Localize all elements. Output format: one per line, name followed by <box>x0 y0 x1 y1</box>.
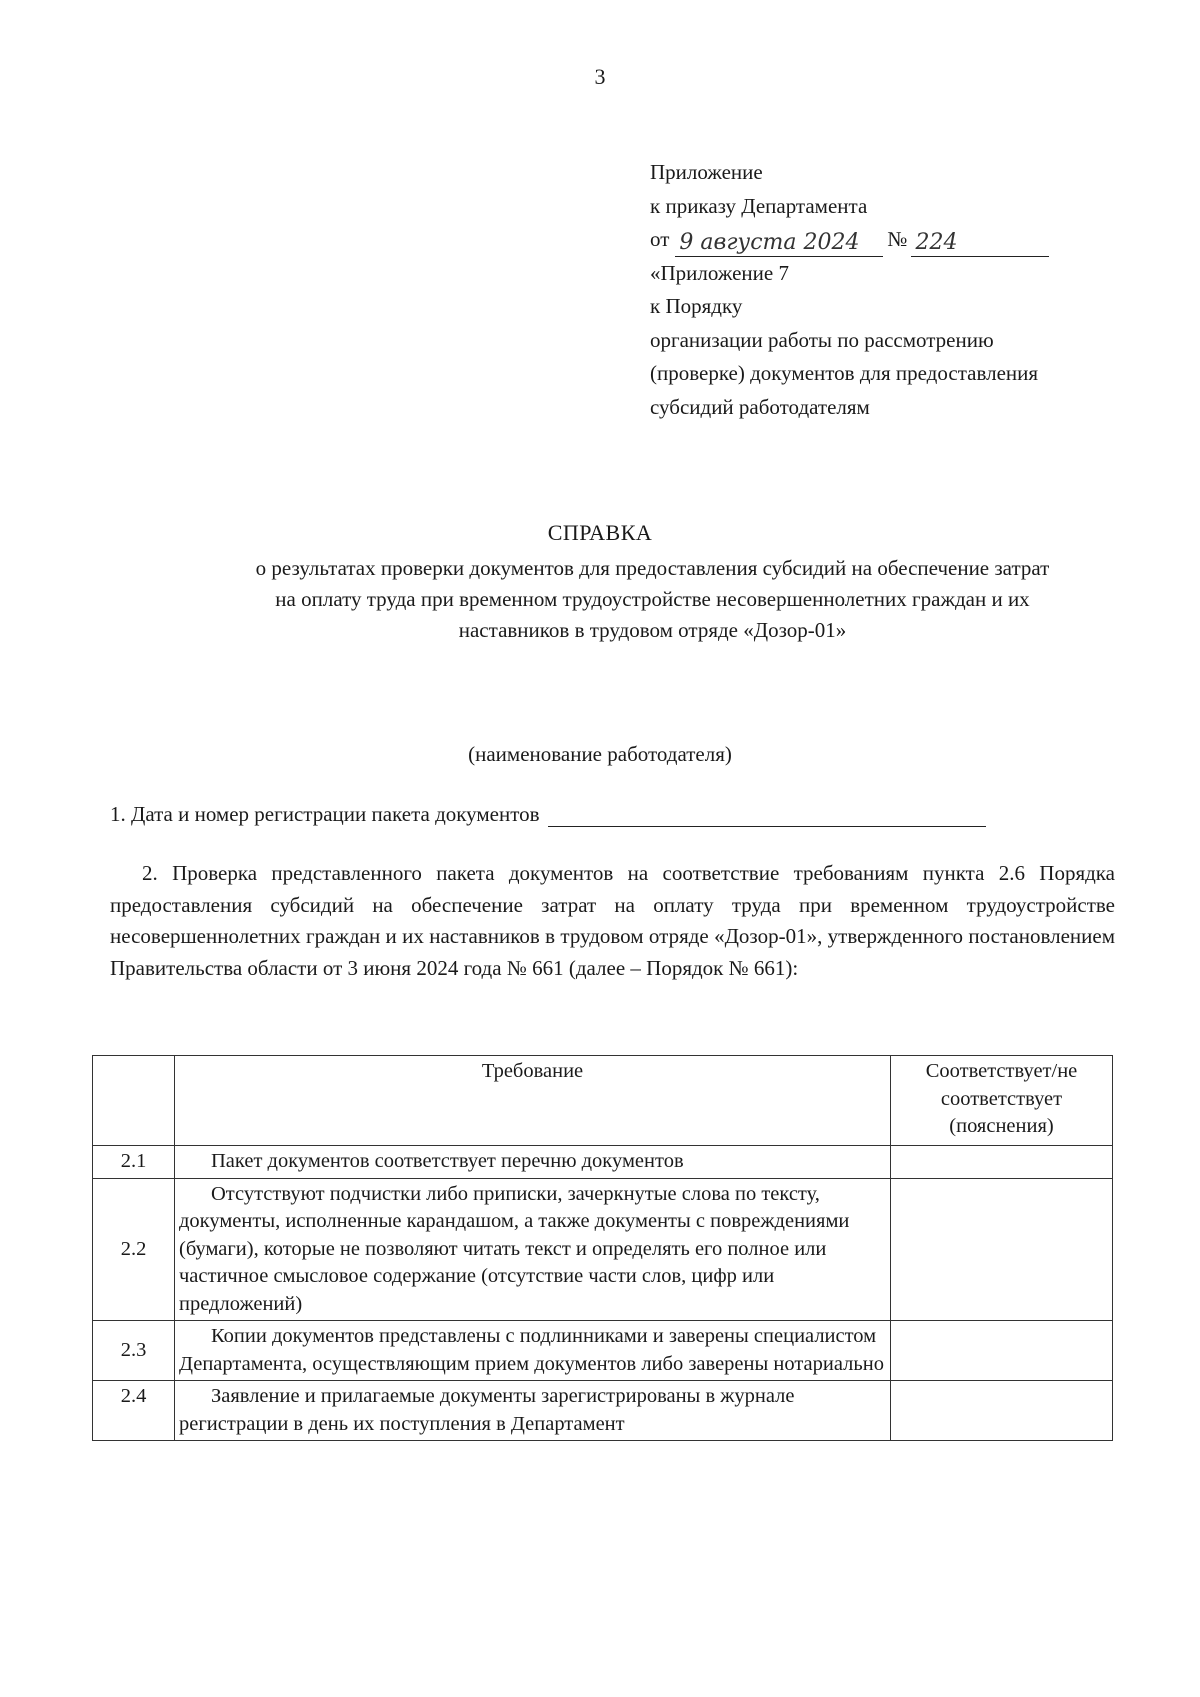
employer-caption: (наименование работодателя) <box>468 742 732 766</box>
page-number: 3 <box>594 64 606 89</box>
row-result <box>891 1321 1113 1381</box>
row-requirement: Заявление и прилагаемые документы зарегистрированы в журнале регистрации в день их поступления в Департамент <box>175 1381 891 1441</box>
table-row <box>93 1178 1113 1321</box>
document-title: СПРАВКА <box>547 520 653 545</box>
subtitle-line-1: о результатах проверки документов для предоставления субсидий на обеспечение затрат <box>255 556 1050 580</box>
appendix-line-8: субсидий работодателям <box>650 394 870 419</box>
row-number: 2.3 <box>93 1321 175 1381</box>
number-sign: № <box>887 227 908 251</box>
row-result <box>891 1381 1113 1441</box>
row-requirement: Пакет документов соответствует перечню документов <box>175 1146 891 1179</box>
item-1-text: 1. Дата и номер регистрации пакета документов <box>110 802 540 826</box>
header-result: Соответствует/не соответствует (пояснения) <box>891 1056 1113 1146</box>
row-number: 2.2 <box>93 1178 175 1321</box>
appendix-block <box>650 156 1170 424</box>
row-requirement: Копии документов представлены с подлинниками и заверены специалистом Департамента, осуществляющим прием документов либо заверены нотариально <box>175 1321 891 1381</box>
row-result <box>891 1178 1113 1321</box>
row-number: 2.4 <box>93 1381 175 1441</box>
date-prefix: от <box>650 227 670 251</box>
table-row <box>93 1321 1113 1381</box>
header-num-cell <box>93 1056 175 1146</box>
handwritten-date: 9 августа 2024 <box>675 230 883 257</box>
requirements-table <box>92 1055 1113 1441</box>
item-2: 2. Проверка представленного пакета документов на соответствие требованиям пункта 2.6 Порядка предоставления субсидий на обеспечение затрат на оплату труда при временном трудоустройстве несовершеннолетних граждан и их наставников в трудовом отряде «Дозор-01», утвержденного постановлением Правительства области от 3 июня 2024 года № 661 (далее – Порядок № 661): <box>110 861 1115 980</box>
appendix-line-5: к Порядку <box>650 294 743 318</box>
table-row <box>93 1381 1113 1441</box>
item-1 <box>110 800 1110 827</box>
appendix-line-1: Приложение <box>650 160 763 184</box>
appendix-line-4: «Приложение 7 <box>650 260 789 285</box>
appendix-line-2: к приказу Департамента <box>650 193 868 218</box>
row-requirement: Отсутствуют подчистки либо приписки, зачеркнутые слова по тексту, документы, исполненные карандашом, а также документы с повреждениями (бумаги), которые не позволяют читать текст и определять его полное или частичное смысловое содержание (отсутствие части слов, цифр или предложений) <box>175 1178 891 1321</box>
table-row <box>93 1146 1113 1179</box>
handwritten-number: 224 <box>911 230 1049 257</box>
header-requirement: Требование <box>175 1056 891 1146</box>
row-result <box>891 1146 1113 1179</box>
row-number: 2.1 <box>93 1146 175 1179</box>
subtitle-line-2: на оплату труда при временном трудоустройстве несовершеннолетних граждан и их <box>275 587 1030 611</box>
registration-fill-line <box>548 800 986 827</box>
subtitle-line-3: наставников в трудовом отряде «Дозор-01» <box>458 618 847 642</box>
table-header-row <box>93 1056 1113 1146</box>
appendix-date-line <box>650 223 1170 257</box>
document-subtitle <box>165 553 1140 646</box>
appendix-line-6: организации работы по рассмотрению <box>650 327 994 352</box>
appendix-line-7: (проверке) документов для предоставления <box>650 361 1039 385</box>
